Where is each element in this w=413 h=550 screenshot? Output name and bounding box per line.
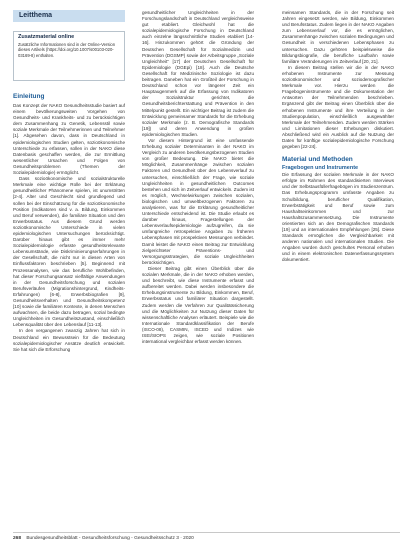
section-heading-methods: Material und Methoden xyxy=(282,156,353,164)
subsection-heading: Fragebogen und Instrumente xyxy=(282,165,359,172)
paragraph: Vor diesem Hintergrund ist eine umfassende Erhebung sozialer Determinanten in der NAKO im Vergleich zu anderen bevölkerungsbezogenen Studien von großer Bedeutung. Die NAKO bietet die Möglichkeit, Zusammenhänge zwischen sozialen Faktoren und Gesundheit über den Lebensverlauf zu untersuchen, einschließlich der Frage, wie soziale Ungleichheiten in gesundheitlichen Outcomes bestehen und sich im Zeitverlauf entwickeln. Zudem ist es möglich, Wechselwirkungen zwischen sozialen, biologischen und umweltbezogenen Faktoren zu analysieren, was für die Erklärung gesundheitlicher Unterschiede entscheidend ist. Die Studie erlaubt es darüber hinaus, Fragestellungen der Lebensverlaufsepidemiologie aufzugreifen, da sie umfangreiche retrospektive Angaben zu früheren Lebensphasen mit prospektiven Messungen verbindet. Damit leistet die NAKO einen Beitrag zur Entwicklung zielgerichteter Präventions- und Versorgungsstrategien, die soziale Ungleichheiten berücksichtigen. xyxy=(142,137,254,265)
section-heading-einleitung: Einleitung xyxy=(13,93,45,100)
paragraph: Das Konzept der NAKO Gesundheitsstudie basiert auf einem bevölkerungsweiten Vorgehen von Gesundheits- und Krankheits- und zu berücksichtigen dem Zusammenhang zu Genetik, Lebensstil sowie soziale Merkmale der Teilnehmerinnen und Teilnehmer [1]. Abgesehen davon, dass in Deutschland in epidemiologischen Studien gelten, sozioökonomische Unterschiede zu erfassen, sollen in der NAKO diese Datenbasis geschaffen werden, die zur Ermittlung wesentlicher Ursachen und Folgen von Gesundheitsproblemen (Themen der Sozialepidemiologie) ermöglicht. xyxy=(13,103,125,176)
paragraph: In den vergangenen zwanzig Jahren hat sich in Deutschland ein Bewusstsein für die Bedeutung sozialepidemiologischer Ansätze deutlich entwickelt. Sie hat sich die Erforschung xyxy=(13,328,125,352)
paragraph: meinsamen Standards, die in der Forschung seit Jahren eingesetzt werden, wie Bildung, Einkommen und Berufsstatus. Zudem liegen in der NAKO Angaben zum Lebensverlauf vor, die es ermöglichen, Zusammenhänge zwischen sozialen Bedingungen und Gesundheit in verschiedenen Lebensphasen zu untersuchen. Dazu gehören beispielsweise die Bildungsbiografie, die berufliche Laufbahn sowie familiäre Veränderungen im Zeitverlauf [20, 21]. xyxy=(282,10,394,64)
section-label: Leitthema xyxy=(13,10,125,22)
paragraph: In diesem Beitrag stellen wir die in der NAKO erhobenen Instrumente zur Messung sozioökonomischer und soziodemografischer Merkmale vor. Hierzu werden die Fragebogeninstrumente und die Dokumentation der Antworten der Teilnehmenden beschrieben. Ergänzend gibt der Beitrag einen Überblick über die erhobenen Instrumente und ihre Verteilung in der Studienpopulation, einschließlich ausgewählter Merkmale der Teilnehmenden. Zudem werden Stärken und Limitationen dieser Erhebungen diskutiert. Abschließend wird ein Ausblick auf die Nutzung der Daten für künftige sozialepidemiologische Forschung gegeben [22-24]. xyxy=(282,64,394,150)
supplement-body[interactable]: Zusätzliche Informationen sind in der Online-Version dieses Artikels (https://doi.org/10.1007/s00103-020-03169-8) enthalten. xyxy=(18,42,116,58)
column-2 xyxy=(142,10,254,345)
paragraph: Die Erfassung der sozialen Merkmale in der NAKO erfolgte im Rahmen des standardisierten Interviews und der Selbstausfüllerfragebögen im Studienzentrum. Das Erhebungsprogramm umfasste Angaben zu Schulbildung, beruflicher Qualifikation, Erwerbstätigkeit und Beruf sowie zum Haushaltseinkommen und zur Haushaltszusammensetzung. Die Instrumente orientierten sich an den Demografischen Standards [19] und an internationalen Empfehlungen [25]. Diese Standards ermöglichen die Vergleichbarkeit mit anderen nationalen und internationalen Studien. Die Angaben wurden durch geschultes Personal erhoben und in einem elektronischen Datenerfassungssystem dokumentiert. xyxy=(282,172,394,263)
paragraph: Dass sozioökonomische und sozialstrukturelle Merkmale eine wichtige Rolle bei der Erklärung gesundheitlicher Phänomene spielen, ist unumstritten [2-4]. Alter und Geschlecht sind grundlegend und sollen bei der Einschätzung für die sozioökonomische Position (Indikatoren sind v. a. Bildung, Einkommen und Beruf verwenden), die familiäre Situation und den Erwerbsstatus. Aus diesem Grund werden sozioökonomische Unterschiede in vielen epidemiologischen Untersuchungen berücksichtigt. Darüber hinaus gibt es immer mehr Sozialepidemiologie erfasste gesundheitsrelevante Lebensumstände, wie Diskriminierungserfahrungen in der Gesellschaft, die nicht nur in diesen Arten von Einflussfaktoren beschrieben [5]. Beginnend mit Prozessanalysen, wie das berufliche Wohlbefinden, hat dieser Forschungsansatz vielfältige Anwendungen in der Gesundheitsforschung und sozialen Berufsverläufen (Migrationshintergrund, Kindheits-Erfahrungen) [6-8], Erwerbsbiografien [9], Gesundheitsverhalten und Gesundheitskompetenz [10] sowie die familiären Kontexte, in denen Menschen aufwachsen, die beide dazu betragen, sozial bedingte Ungleichheiten im Gesundheitszustand, einschließlich Lebensqualität über den Lebenslauf [11-13]. xyxy=(13,176,125,328)
column-3 xyxy=(282,10,394,264)
footer-divider xyxy=(13,532,400,533)
page-number: 268 xyxy=(13,536,22,541)
supplement-title: Zusatzmaterial online xyxy=(18,34,75,40)
paragraph: Dieser Beitrag gibt einen Überblick über die sozialen Merkmale, die in der NAKO erhoben werden, und beschreibt, wie diese Instrumente erfasst und aufbereitet werden. Dabei werden insbesondere die Erhebungsinstrumente zu Bildung, Einkommen, Beruf, Erwerbsstatus und familiärer Situation dargestellt. Zudem werden die Verfahren zur Qualitätssicherung und die Möglichkeiten zur Nutzung dieser Daten für wissenschaftliche Analysen erläutert. Beispiele wie die Internationale Standardklassifikation der Berufe (ISCO-08), CASMIN, ISCED und Indizes wie ISEI/SIOPS zeigen, wie soziale Positionen international vergleichbar erfasst werden können. xyxy=(142,265,254,345)
supplement-box xyxy=(13,31,125,81)
paragraph: gesundheitlicher Ungleichheiten in der Forschungslandschaft in Deutschland vergleichsweise gut etabliert. Gleichwohl hat die sozialepidemiologische Forschung in Deutschland auch einzelne längsschnittliche Studien etabliert [14-16]. Hinzukommen gehört die Gründung der Deutschen Gesellschaft für Sozialmedizin und Prävention (DGSMP) sowie der Arbeitsgruppe „Soziale Ungleichheit“ [17] der Deutschen Gesellschaft für Epidemiologie (DGEpi) [18]. Auch die Deutsche Gesellschaft für Medizinische Soziologie ist dazu beitragen. Daneben hat ein Großteil der Forschung in Deutschland schon vor längerer Zeit ein Hauptaugenmerk auf die Erfassung von Indikatoren der Sozialstruktur gerichtet, die Gesundheitsberichterstattung und Prävention in den Mittelpunkt gestellt. Ein wichtiger Beitrag ist zudem die Entwicklung gemeinsamer Standards für die Erhebung sozialer Merkmale (z. B. Demografische Standards [19]) und deren Anwendung in großen epidemiologischen Studien. xyxy=(142,10,254,137)
journal-name: Bundesgesundheitsblatt - Gesundheitsforschung - Gesundheitsschutz 3 · 2020 xyxy=(26,536,194,541)
column-1 xyxy=(13,93,125,353)
page-footer xyxy=(13,534,400,544)
